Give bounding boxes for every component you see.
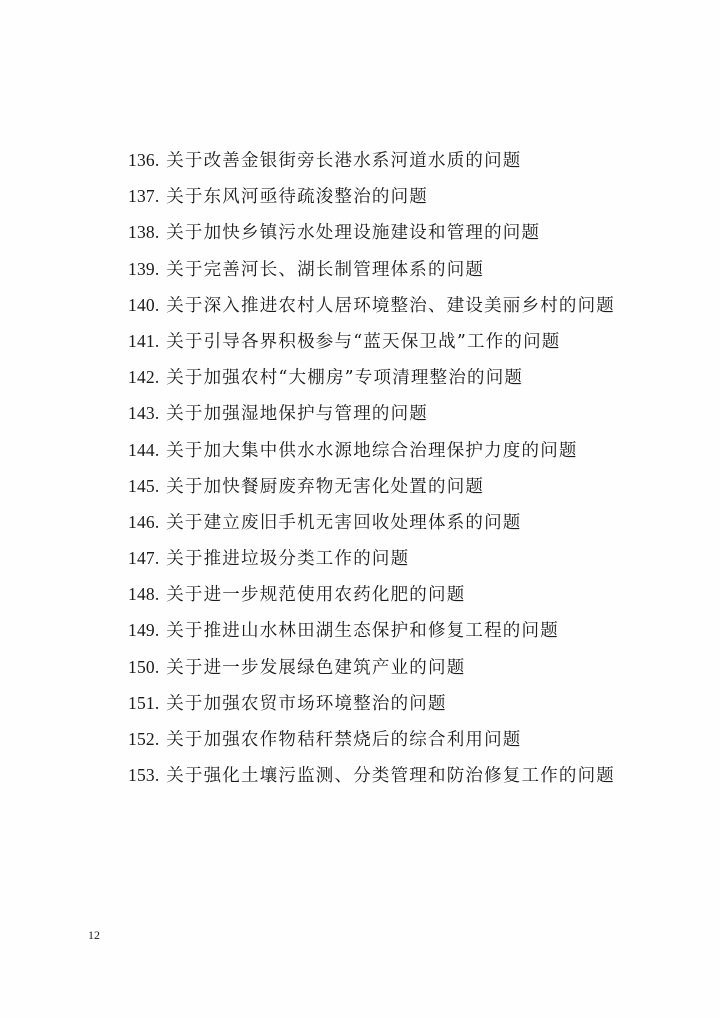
item-number: 140.	[128, 294, 160, 315]
item-number: 151.	[128, 692, 160, 713]
item-text: 关于推进山水林田湖生态保护和修复工程的问题	[166, 621, 559, 642]
item-text: 关于强化土壤污监测、分类管理和防治修复工作的问题	[166, 766, 616, 787]
item-text: 关于进一步发展绿色建筑产业的问题	[166, 657, 466, 678]
item-number: 152.	[128, 729, 160, 749]
item-number: 150.	[128, 656, 160, 677]
list-item	[128, 653, 615, 689]
item-text: 关于加强农作物秸秆禁烧后的综合利用问题	[166, 730, 522, 750]
item-text: 关于建立废旧手机无害回收处理体系的问题	[166, 512, 522, 533]
list-item	[128, 291, 615, 327]
list-item	[128, 146, 615, 182]
item-number: 141.	[128, 330, 160, 351]
item-number: 143.	[128, 403, 160, 424]
list-item	[128, 472, 615, 508]
item-number: 147.	[128, 548, 160, 569]
list-item	[128, 544, 615, 580]
list-item	[128, 725, 615, 761]
list-item	[128, 399, 615, 435]
item-text: 关于加强湿地保护与管理的问题	[166, 404, 429, 425]
list-item	[128, 327, 615, 363]
list-item	[128, 363, 615, 399]
item-number: 145.	[128, 475, 160, 496]
item-text: 关于东风河亟待疏浚整治的问题	[166, 187, 429, 208]
list-item	[128, 689, 615, 725]
list-item	[128, 761, 615, 797]
item-number: 136.	[128, 150, 160, 170]
item-number: 153.	[128, 765, 160, 786]
list-item	[128, 616, 615, 652]
item-number: 149.	[128, 620, 160, 641]
list-item	[128, 255, 615, 291]
item-text: 关于改善金银街旁长港水系河道水质的问题	[166, 151, 522, 171]
list-item	[128, 580, 615, 616]
item-number: 142.	[128, 367, 160, 388]
list-item	[128, 436, 615, 472]
item-text: 关于加快乡镇污水处理设施建设和管理的问题	[166, 223, 541, 244]
proposal-list	[128, 146, 615, 797]
item-text: 关于加强农村“大棚房”专项清理整治的问题	[166, 368, 524, 389]
list-item	[128, 508, 615, 544]
item-text: 关于完善河长、湖长制管理体系的问题	[166, 259, 485, 280]
list-item	[128, 218, 615, 254]
item-text: 关于引导各界积极参与“蓝天保卫战”工作的问题	[166, 331, 561, 352]
list-item	[128, 182, 615, 218]
page-number: 12	[88, 928, 100, 942]
item-text: 关于加快餐厨废弃物无害化处置的问题	[166, 476, 485, 497]
item-text: 关于深入推进农村人居环境整治、建设美丽乡村的问题	[166, 295, 616, 316]
item-number: 146.	[128, 511, 160, 532]
item-number: 137.	[128, 186, 160, 207]
item-text: 关于进一步规范使用农药化肥的问题	[166, 585, 466, 606]
item-number: 148.	[128, 584, 160, 605]
item-text: 关于加大集中供水水源地综合治理保护力度的问题	[166, 440, 578, 461]
item-text: 关于推进垃圾分类工作的问题	[166, 549, 410, 570]
item-text: 关于加强农贸市场环境整治的问题	[166, 693, 447, 714]
item-number: 144.	[128, 439, 160, 460]
item-number: 139.	[128, 258, 160, 279]
item-number: 138.	[128, 222, 160, 243]
